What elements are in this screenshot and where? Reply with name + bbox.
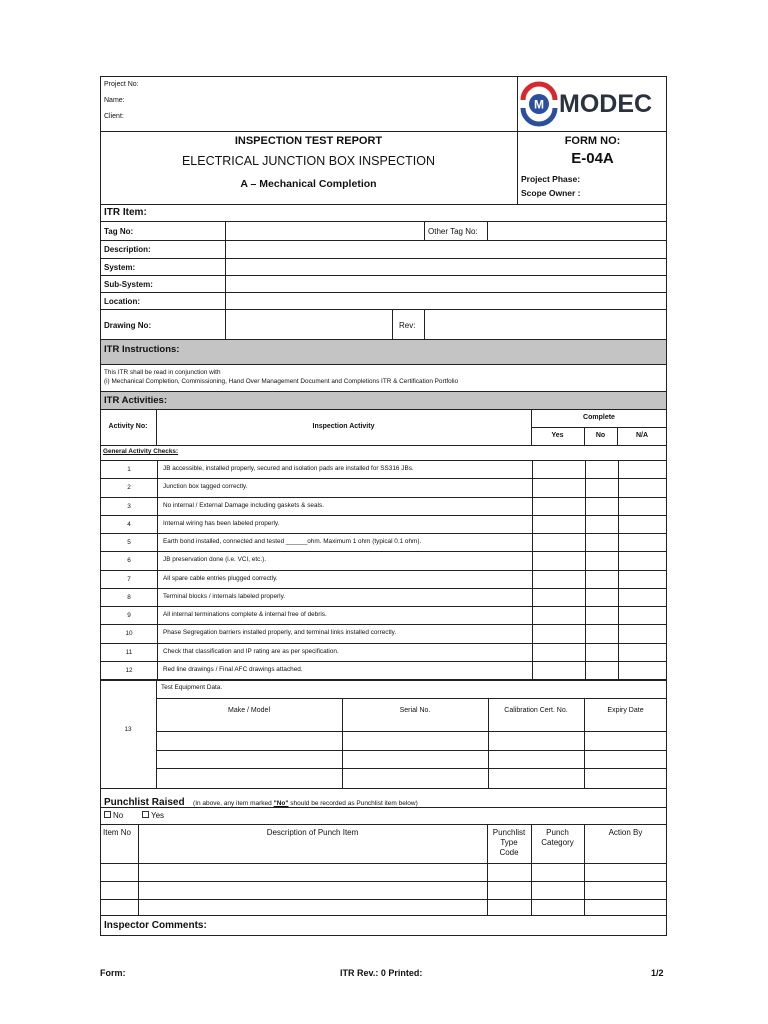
activity-no-cell[interactable]	[585, 516, 618, 534]
col-action: Action By	[608, 828, 643, 837]
punchlist-note-pre: (In above, any item marked	[193, 800, 274, 807]
report-title: ELECTRICAL JUNCTION BOX INSPECTION	[181, 154, 436, 168]
activity-row	[100, 588, 667, 607]
tag-no-label: Tag No:	[104, 227, 134, 236]
activity-no-cell[interactable]	[585, 589, 618, 607]
header-hline	[100, 131, 667, 132]
punch-opt-yes-label: Yes	[151, 811, 165, 820]
activity-no-cell[interactable]	[585, 534, 618, 552]
activity-text: All spare cable entries plugged correctly.	[157, 571, 532, 589]
itr-item-heading: ITR Item:	[104, 207, 147, 218]
activity-yes-cell[interactable]	[532, 607, 585, 625]
grid-line	[100, 863, 667, 864]
col-yes: Yes	[551, 432, 564, 439]
punchlist-note-no: "No"	[273, 800, 289, 807]
item13-block	[100, 680, 667, 789]
activity-na-cell[interactable]	[618, 461, 668, 479]
activity-no: 9	[127, 612, 131, 619]
col-type	[487, 828, 531, 858]
activity-na-cell[interactable]	[618, 479, 668, 497]
general-checks-row	[100, 445, 667, 461]
scope-owner-label: Scope Owner :	[521, 188, 581, 198]
activity-no-cell[interactable]	[585, 625, 618, 643]
activity-no: 5	[127, 539, 131, 546]
activity-na-cell[interactable]	[618, 589, 668, 607]
grid-line	[156, 680, 157, 789]
activity-na-cell[interactable]	[618, 571, 668, 589]
logo-letter: M	[534, 97, 544, 112]
form-no: E-04A	[571, 150, 614, 167]
grid-line	[156, 768, 667, 769]
activity-row	[100, 661, 667, 680]
activity-no: 4	[127, 520, 131, 528]
col-category-l2: Category	[541, 838, 574, 847]
activity-no: 6	[127, 557, 131, 565]
instructions-line2: (i) Mechanical Completion, Commissioning, Hand Over Management Document and Completions ITR & Certification Portfolio	[104, 378, 459, 385]
activity-row	[100, 570, 667, 589]
activity-text: Terminal blocks / internals labeled properly.	[157, 589, 532, 607]
modec-logo	[520, 80, 662, 128]
activity-yes-cell[interactable]	[532, 498, 585, 516]
col-na: N/A	[635, 432, 649, 439]
logo-text: MODEC	[559, 90, 653, 118]
col-category-l1: Punch	[546, 828, 569, 837]
item13-no: 13	[124, 726, 132, 733]
activity-text: JB accessible, installed properly, secured and isolation pads are installed for SS316 JBs.	[157, 461, 532, 479]
equip-make: Make / Model	[227, 707, 271, 714]
activity-row	[100, 478, 667, 497]
activity-row	[100, 606, 667, 625]
punch-opt-no-label: No	[113, 811, 124, 820]
activity-text: Earth bond installed, connected and tested ______ohm. Maximum 1 ohm (typical 0.1 ohm).	[157, 534, 532, 552]
inspection-form	[100, 76, 667, 936]
instructions-line1: This ITR shall be read in conjunction with	[104, 369, 221, 376]
punch-opt-no[interactable]	[104, 811, 123, 820]
punchlist-options-row	[100, 807, 667, 825]
activity-no: 11	[125, 648, 133, 656]
col-activity-no: Activity No:	[108, 423, 148, 430]
activity-na-cell[interactable]	[618, 662, 668, 680]
activity-yes-cell[interactable]	[532, 552, 585, 570]
system-label: System:	[104, 263, 136, 272]
activity-no: 12	[125, 666, 133, 674]
col-item-no: Item No	[103, 828, 132, 837]
activity-na-cell[interactable]	[618, 607, 668, 625]
activity-na-cell[interactable]	[618, 534, 668, 552]
grid-line	[100, 275, 667, 276]
equip-expiry: Expiry Date	[607, 707, 644, 714]
activity-text: No internal / External Damage including gaskets & seals.	[157, 498, 532, 516]
activity-na-cell[interactable]	[618, 498, 668, 516]
project-phase-label: Project Phase:	[521, 174, 581, 184]
activity-text: All internal terminations complete & internal free of debris.	[157, 607, 532, 625]
activity-no-cell[interactable]	[585, 552, 618, 570]
client-label: Client:	[104, 113, 124, 120]
activity-yes-cell[interactable]	[532, 516, 585, 534]
col-category	[531, 828, 584, 848]
grid-line	[225, 221, 226, 340]
grid-line	[487, 221, 488, 240]
activity-yes-cell[interactable]	[532, 534, 585, 552]
equip-serial: Serial No.	[399, 707, 431, 714]
activity-no-cell[interactable]	[585, 461, 618, 479]
activity-na-cell[interactable]	[618, 644, 668, 662]
activity-row	[100, 497, 667, 516]
grid-line	[100, 292, 667, 293]
general-checks-label: General Activity Checks:	[103, 448, 179, 455]
activity-no-cell[interactable]	[585, 571, 618, 589]
activity-no-cell[interactable]	[585, 644, 618, 662]
drawing-no-label: Drawing No:	[104, 321, 152, 330]
item13-text: Test Equipment Data.	[161, 684, 223, 691]
activity-row	[100, 533, 667, 552]
activity-na-cell[interactable]	[618, 552, 668, 570]
activity-yes-cell[interactable]	[532, 479, 585, 497]
other-tag-label: Other Tag No:	[428, 227, 478, 236]
grid-line	[584, 824, 585, 916]
activity-no-cell[interactable]	[585, 662, 618, 680]
grid-line	[100, 309, 667, 310]
grid-line	[100, 240, 667, 241]
modec-logo-icon	[520, 80, 662, 128]
grid-line	[156, 731, 667, 732]
report-type: INSPECTION TEST REPORT	[234, 135, 383, 147]
activity-no-cell[interactable]	[585, 479, 618, 497]
description-label: Description:	[104, 245, 151, 254]
activity-text: Internal wiring has been labeled properly.	[157, 516, 532, 534]
comments-heading: Inspector Comments:	[104, 920, 207, 931]
activity-na-cell[interactable]	[618, 516, 668, 534]
col-description: Description of Punch Item	[266, 828, 359, 837]
itr-item-grid	[100, 221, 667, 340]
activities-bar	[100, 391, 667, 410]
activity-row	[100, 624, 667, 643]
col-complete: Complete	[583, 414, 615, 421]
activity-yes-cell[interactable]	[532, 589, 585, 607]
activities-heading: ITR Activities:	[104, 395, 167, 406]
activity-yes-cell[interactable]	[532, 571, 585, 589]
activity-no-cell[interactable]	[585, 498, 618, 516]
activity-no: 3	[127, 502, 131, 510]
grid-line	[392, 309, 393, 340]
activity-no: 8	[127, 593, 131, 601]
grid-line	[424, 309, 425, 340]
activity-no: 1	[127, 466, 131, 473]
activity-no: 7	[127, 575, 131, 583]
grid-line	[100, 881, 667, 882]
activity-yes-cell[interactable]	[532, 644, 585, 662]
activity-no-cell[interactable]	[585, 607, 618, 625]
equip-cal: Calibration Cert. No.	[504, 707, 568, 714]
footer-page: 1/2	[651, 968, 664, 978]
checkbox-yes[interactable]	[142, 811, 149, 818]
sub-system-label: Sub-System:	[104, 280, 153, 289]
project-no-label: Project No:	[104, 81, 139, 88]
activity-text: Phase Segregation barriers installed properly, and terminal links installed correctly.	[157, 625, 532, 643]
activity-no: 10	[125, 630, 133, 638]
itr-item-bar	[100, 204, 667, 222]
activity-na-cell[interactable]	[618, 625, 668, 643]
activity-text: Red line drawings / Final AFC drawings attached.	[157, 662, 532, 680]
grid-line	[156, 750, 667, 751]
form-no-label: FORM NO:	[564, 135, 621, 147]
activity-no: 2	[127, 484, 131, 492]
grid-line	[100, 899, 667, 900]
punch-opt-yes[interactable]	[142, 811, 164, 820]
activity-yes-cell[interactable]	[532, 625, 585, 643]
report-subtitle: A – Mechanical Completion	[240, 178, 377, 190]
activity-row	[100, 460, 667, 479]
activity-text: JB preservation done (i.e. VCI, etc.).	[157, 552, 532, 570]
punchlist-heading: Punchlist Raised	[104, 797, 185, 808]
col-type-l1: Punchlist	[492, 828, 526, 837]
footer-form: Form:	[100, 968, 126, 978]
activity-row	[100, 643, 667, 662]
punchlist-note-post: should be recorded as Punchlist item below)	[288, 800, 418, 807]
activity-yes-cell[interactable]	[532, 662, 585, 680]
col-type-l3: Code	[499, 848, 519, 857]
activity-row	[100, 551, 667, 570]
grid-line	[531, 427, 667, 428]
grid-line	[100, 258, 667, 259]
col-no: No	[595, 432, 606, 439]
grid-line	[138, 824, 139, 916]
location-label: Location:	[104, 297, 140, 306]
footer-itr-rev: ITR Rev.: 0 Printed:	[340, 968, 423, 978]
activity-yes-cell[interactable]	[532, 461, 585, 479]
grid-line	[424, 221, 425, 240]
instructions-bar	[100, 339, 667, 365]
activity-text: Check that classification and IP rating are as per specification.	[157, 644, 532, 662]
instructions-heading: ITR Instructions:	[104, 344, 180, 355]
activity-row	[100, 515, 667, 534]
rev-label: Rev:	[399, 321, 416, 330]
name-label: Name:	[104, 97, 125, 104]
col-inspection-activity: Inspection Activity	[312, 423, 375, 430]
checkbox-no[interactable]	[104, 811, 111, 818]
grid-line	[156, 698, 667, 699]
activity-text: Junction box tagged correctly.	[157, 479, 532, 497]
col-type-l2: Type	[500, 838, 518, 847]
